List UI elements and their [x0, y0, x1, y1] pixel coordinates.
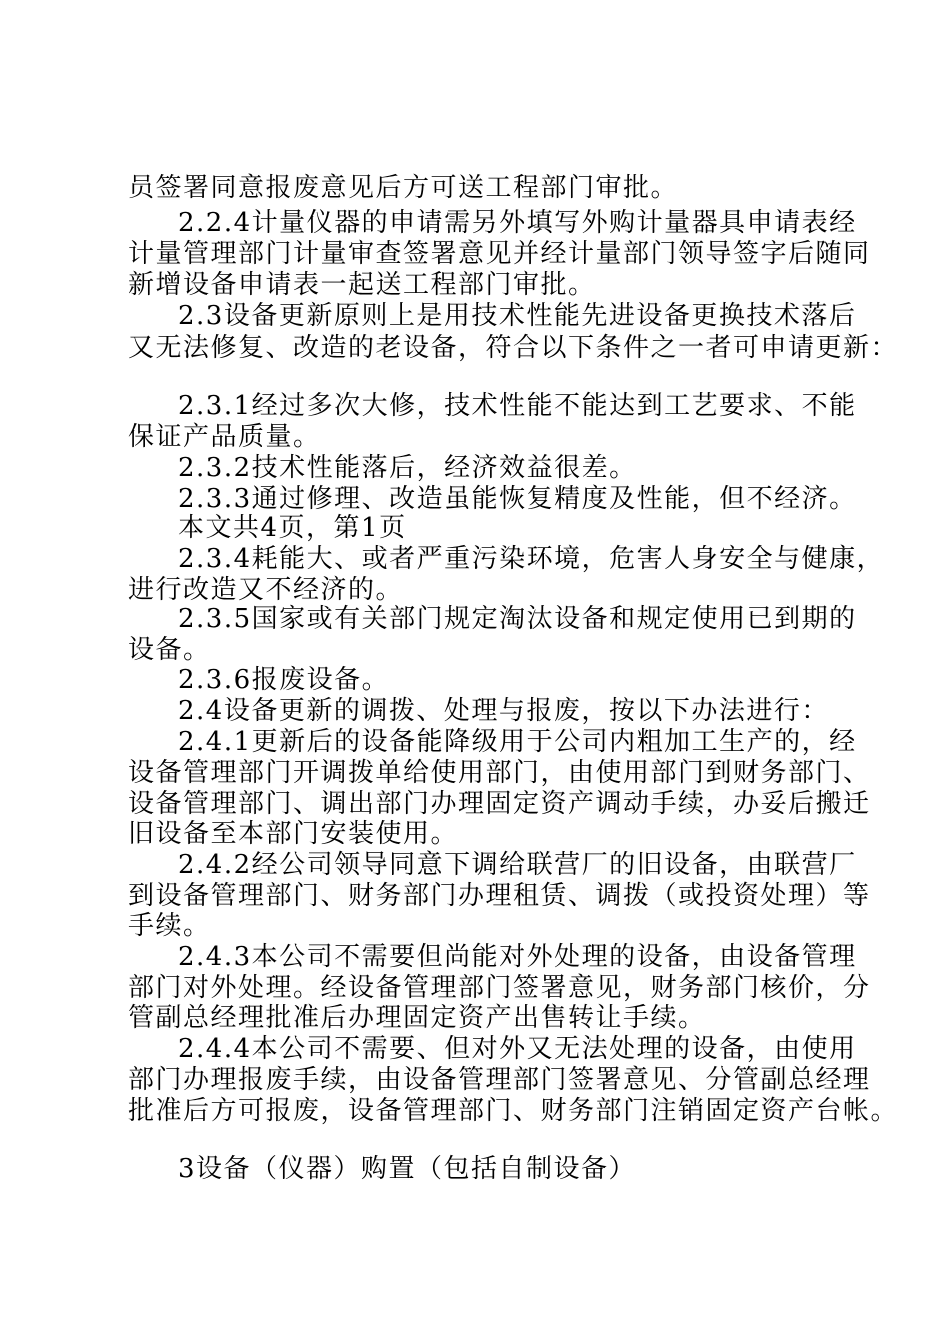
text-line: 2.3.2技术性能落后，经济效益很差。	[178, 453, 637, 483]
text-line: 2.4.3本公司不需要但尚能对外处理的设备，由设备管理	[178, 942, 857, 972]
text-line: 计量管理部门计量审查签署意见并经计量部门领导签字后随同	[128, 239, 871, 269]
page-counter: 本文共4页，第1页	[178, 513, 407, 543]
text-line: 新增设备申请表一起送工程部门审批。	[128, 270, 596, 300]
text-line: 2.3设备更新原则上是用技术性能先进设备更换技术落后	[178, 301, 857, 331]
text-line: 设备管理部门、调出部门办理固定资产调动手续，办妥后搬迁	[128, 789, 871, 819]
text-line: 批准后方可报废，设备管理部门、财务部门注销固定资产台帐。	[128, 1096, 899, 1126]
text-line: 2.3.6报废设备。	[178, 665, 390, 695]
text-line: 又无法修复、改造的老设备，符合以下条件之一者可申请更新：	[128, 333, 899, 363]
text-line: 旧设备至本部门安装使用。	[128, 819, 459, 849]
text-line: 2.4.1更新后的设备能降级用于公司内粗加工生产的，经	[178, 727, 857, 757]
text-line: 管副总经理批准后办理固定资产出售转让手续。	[128, 1003, 706, 1033]
text-line: 部门办理报废手续，由设备管理部门签署意见、分管副总经理	[128, 1065, 871, 1095]
text-line: 2.3.1经过多次大修，技术性能不能达到工艺要求、不能	[178, 391, 857, 421]
text-line: 2.3.5国家或有关部门规定淘汰设备和规定使用已到期的	[178, 604, 857, 634]
text-line: 手续。	[128, 911, 211, 941]
section-heading: 3设备（仪器）购置（包括自制设备）	[178, 1154, 637, 1184]
text-line: 2.3.4耗能大、或者严重污染环境，危害人身安全与健康，	[178, 544, 885, 574]
text-line: 设备。	[128, 635, 211, 665]
text-line: 到设备管理部门、财务部门办理租赁、调拨（或投资处理）等	[128, 881, 871, 911]
text-line: 2.4设备更新的调拨、处理与报废，按以下办法进行：	[178, 696, 829, 726]
text-line: 部门对外处理。经设备管理部门签署意见，财务部门核价，分	[128, 973, 871, 1003]
text-line: 进行改造又不经济的。	[128, 575, 404, 605]
text-line: 2.4.2经公司领导同意下调给联营厂的旧设备，由联营厂	[178, 850, 857, 880]
text-line: 设备管理部门开调拨单给使用部门，由使用部门到财务部门、	[128, 758, 871, 788]
text-line: 2.2.4计量仪器的申请需另外填写外购计量器具申请表经	[178, 208, 857, 238]
text-line: 保证产品质量。	[128, 422, 321, 452]
text-line: 员签署同意报废意见后方可送工程部门审批。	[128, 173, 679, 203]
text-line: 2.4.4本公司不需要、但对外又无法处理的设备，由使用	[178, 1034, 857, 1064]
text-line: 2.3.3通过修理、改造虽能恢复精度及性能，但不经济。	[178, 484, 857, 514]
